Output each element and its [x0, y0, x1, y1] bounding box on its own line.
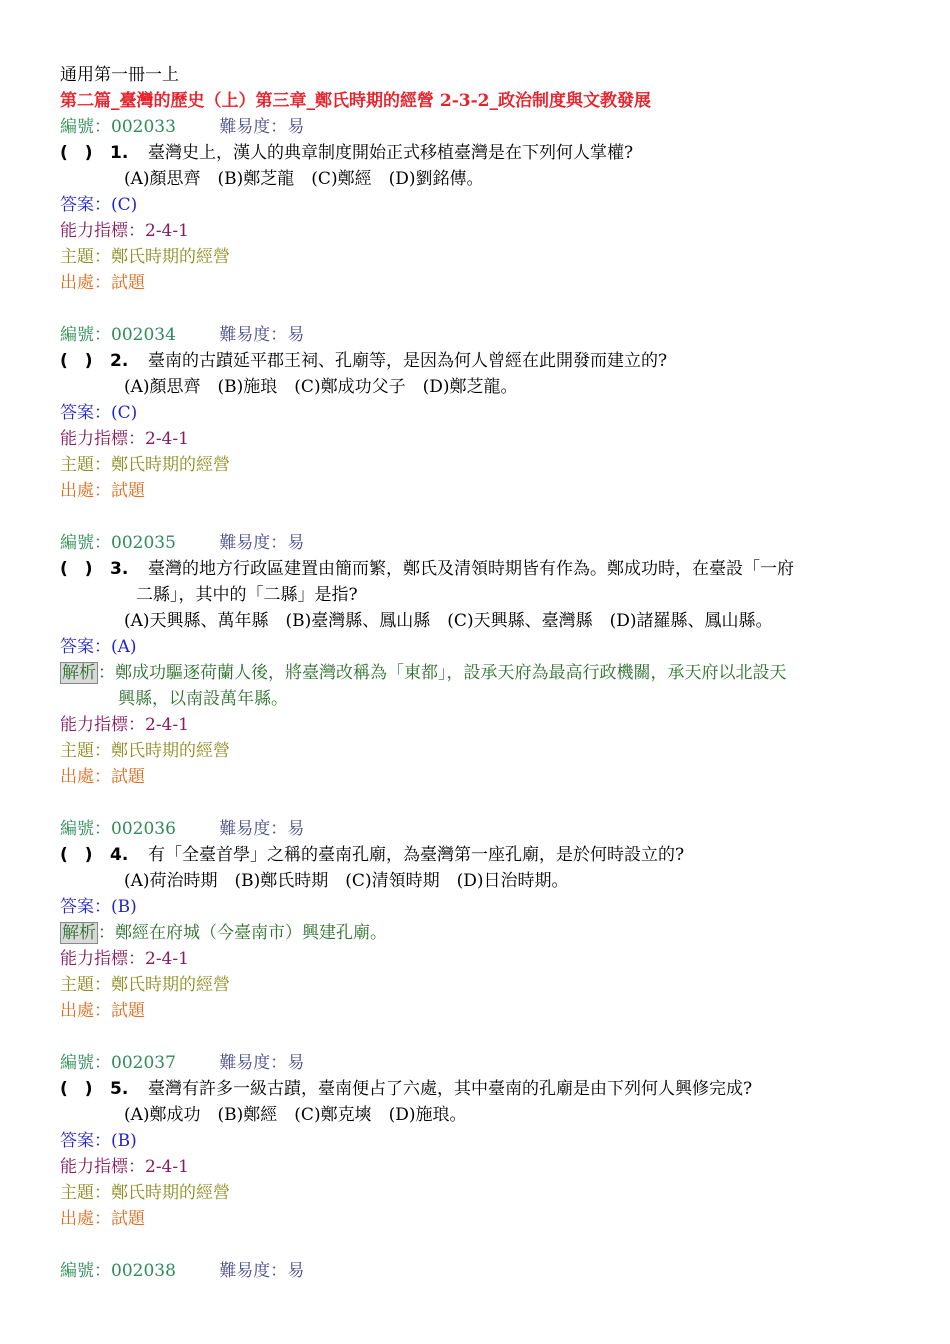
ability-value: 2-4-1: [145, 221, 189, 241]
question-id: 002034: [111, 325, 176, 345]
difficulty-label: 難易度：: [219, 1261, 288, 1281]
question-options: (A)顏思齊 (B)鄭芝龍 (C)鄭經 (D)劉銘傳。: [124, 169, 484, 189]
question-meta: [60, 1258, 900, 1284]
question-meta: [60, 1050, 900, 1076]
difficulty-value: 易: [287, 1053, 305, 1073]
question-options: (A)鄭成功 (B)鄭經 (C)鄭克塽 (D)施琅。: [124, 1105, 467, 1125]
id-label: 編號：: [60, 117, 111, 137]
difficulty-value: 易: [287, 325, 305, 345]
question-meta: [60, 530, 900, 556]
explanation-line: [60, 660, 900, 686]
answer-line: [60, 400, 900, 426]
question-block: [60, 816, 900, 1050]
question-stem: [60, 842, 900, 868]
question-text: 臺灣的地方行政區建置由簡而繁，鄭氏及清領時期皆有作為。鄭成功時，在臺設「一府: [148, 559, 794, 579]
explanation-tag: 解析: [62, 663, 96, 683]
source-line: [60, 270, 900, 296]
question-text: 臺南的古蹟延平郡王祠、孔廟等，是因為何人曾經在此開發而建立的?: [148, 351, 668, 371]
source-label: 出處：: [60, 481, 111, 501]
ability-line: [60, 426, 900, 452]
question-text: 有「全臺首學」之稱的臺南孔廟，為臺灣第一座孔廟，是於何時設立的?: [148, 845, 685, 865]
ability-value: 2-4-1: [145, 949, 189, 969]
question-id: 002038: [111, 1261, 176, 1281]
source-value: 試題: [111, 1209, 145, 1229]
question-text-continued: 二縣」，其中的「二縣」是指?: [136, 585, 358, 605]
id-label: 編號：: [60, 819, 111, 839]
question-number: 5.: [110, 1079, 129, 1099]
book-title: 通用第一冊一上: [60, 65, 179, 85]
difficulty-label: 難易度：: [219, 819, 288, 839]
difficulty-label: 難易度：: [219, 117, 288, 137]
source-value: 試題: [111, 1001, 145, 1021]
answer-blank: ( ): [60, 1079, 93, 1099]
question-text: 臺灣有許多一級古蹟，臺南便占了六處，其中臺南的孔廟是由下列何人興修完成?: [148, 1079, 753, 1099]
answer-line: [60, 894, 900, 920]
answer-value: (B): [111, 1131, 137, 1151]
answer-blank: ( ): [60, 351, 93, 371]
ability-label: 能力指標：: [60, 949, 145, 969]
question-stem: [60, 348, 900, 374]
difficulty-label: 難易度：: [219, 533, 288, 553]
explanation-colon: ：: [98, 663, 115, 683]
topic-label: 主題：: [60, 247, 111, 267]
source-line: [60, 998, 900, 1024]
source-line: [60, 764, 900, 790]
question-meta: [60, 816, 900, 842]
question-block: [60, 114, 900, 322]
source-label: 出處：: [60, 1001, 111, 1021]
question-stem: [60, 1076, 900, 1102]
answer-line: [60, 634, 900, 660]
topic-value: 鄭氏時期的經營: [111, 1183, 230, 1203]
source-line: [60, 478, 900, 504]
topic-line: [60, 1180, 900, 1206]
question-options: (A)荷治時期 (B)鄭氏時期 (C)清領時期 (D)日治時期。: [124, 871, 569, 891]
answer-value: (C): [111, 403, 138, 423]
question-meta: [60, 322, 900, 348]
topic-line: [60, 452, 900, 478]
source-line: [60, 1206, 900, 1232]
explanation-line: [60, 920, 900, 946]
ability-value: 2-4-1: [145, 1157, 189, 1177]
question-block: [60, 1050, 900, 1258]
question-number: 4.: [110, 845, 129, 865]
difficulty-value: 易: [287, 117, 305, 137]
id-label: 編號：: [60, 533, 111, 553]
question-number: 3.: [110, 559, 129, 579]
topic-label: 主題：: [60, 975, 111, 995]
question-number: 1.: [110, 143, 129, 163]
answer-blank: ( ): [60, 845, 93, 865]
question-block: [60, 1258, 900, 1284]
question-block: [60, 530, 900, 816]
question-options: (A)天興縣、萬年縣 (B)臺灣縣、鳳山縣 (C)天興縣、臺灣縣 (D)諸羅縣、鳳山縣。: [124, 611, 773, 631]
answer-value: (C): [111, 195, 138, 215]
id-label: 編號：: [60, 1261, 111, 1281]
topic-label: 主題：: [60, 741, 111, 761]
id-label: 編號：: [60, 325, 111, 345]
answer-blank: ( ): [60, 143, 93, 163]
ability-line: [60, 1154, 900, 1180]
ability-label: 能力指標：: [60, 429, 145, 449]
topic-value: 鄭氏時期的經營: [111, 247, 230, 267]
answer-line: [60, 192, 900, 218]
topic-line: [60, 972, 900, 998]
explanation-colon: ：: [98, 923, 115, 943]
source-label: 出處：: [60, 767, 111, 787]
question-number: 2.: [110, 351, 129, 371]
explanation-tag: 解析: [62, 923, 96, 943]
ability-line: [60, 712, 900, 738]
answer-label: 答案：: [60, 637, 111, 657]
difficulty-value: 易: [287, 1261, 305, 1281]
difficulty-label: 難易度：: [219, 325, 288, 345]
answer-label: 答案：: [60, 897, 111, 917]
question-id: 002035: [111, 533, 176, 553]
source-value: 試題: [111, 273, 145, 293]
question-id: 002033: [111, 117, 176, 137]
difficulty-label: 難易度：: [219, 1053, 288, 1073]
explanation-text-continued: 興縣，以南設萬年縣。: [118, 689, 288, 709]
id-label: 編號：: [60, 1053, 111, 1073]
question-stem: [60, 556, 900, 582]
chapter-heading: 第二篇_臺灣的歷史（上）第三章_鄭氏時期的經營 2-3-2_政治制度與文教發展: [60, 91, 652, 111]
answer-label: 答案：: [60, 403, 111, 423]
question-stem: [60, 140, 900, 166]
question-meta: [60, 114, 900, 140]
answer-blank: ( ): [60, 559, 93, 579]
answer-line: [60, 1128, 900, 1154]
explanation-text: 鄭經在府城（今臺南市）興建孔廟。: [115, 923, 387, 943]
difficulty-value: 易: [287, 819, 305, 839]
ability-value: 2-4-1: [145, 429, 189, 449]
topic-label: 主題：: [60, 1183, 111, 1203]
topic-value: 鄭氏時期的經營: [111, 455, 230, 475]
answer-value: (A): [111, 637, 137, 657]
answer-label: 答案：: [60, 1131, 111, 1151]
document-page: [60, 62, 900, 1284]
source-value: 試題: [111, 481, 145, 501]
ability-label: 能力指標：: [60, 1157, 145, 1177]
question-id: 002037: [111, 1053, 176, 1073]
explanation-text: 鄭成功驅逐荷蘭人後，將臺灣改稱為「東都」，設承天府為最高行政機關，承天府以北設天: [115, 663, 787, 683]
ability-line: [60, 218, 900, 244]
answer-label: 答案：: [60, 195, 111, 215]
source-value: 試題: [111, 767, 145, 787]
ability-line: [60, 946, 900, 972]
ability-label: 能力指標：: [60, 715, 145, 735]
topic-line: [60, 244, 900, 270]
ability-label: 能力指標：: [60, 221, 145, 241]
question-id: 002036: [111, 819, 176, 839]
topic-line: [60, 738, 900, 764]
topic-value: 鄭氏時期的經營: [111, 975, 230, 995]
source-label: 出處：: [60, 1209, 111, 1229]
question-block: [60, 322, 900, 530]
source-label: 出處：: [60, 273, 111, 293]
ability-value: 2-4-1: [145, 715, 189, 735]
answer-value: (B): [111, 897, 137, 917]
topic-value: 鄭氏時期的經營: [111, 741, 230, 761]
question-options: (A)顏思齊 (B)施琅 (C)鄭成功父子 (D)鄭芝龍。: [124, 377, 518, 397]
question-text: 臺灣史上，漢人的典章制度開始正式移植臺灣是在下列何人掌權?: [148, 143, 634, 163]
topic-label: 主題：: [60, 455, 111, 475]
difficulty-value: 易: [287, 533, 305, 553]
